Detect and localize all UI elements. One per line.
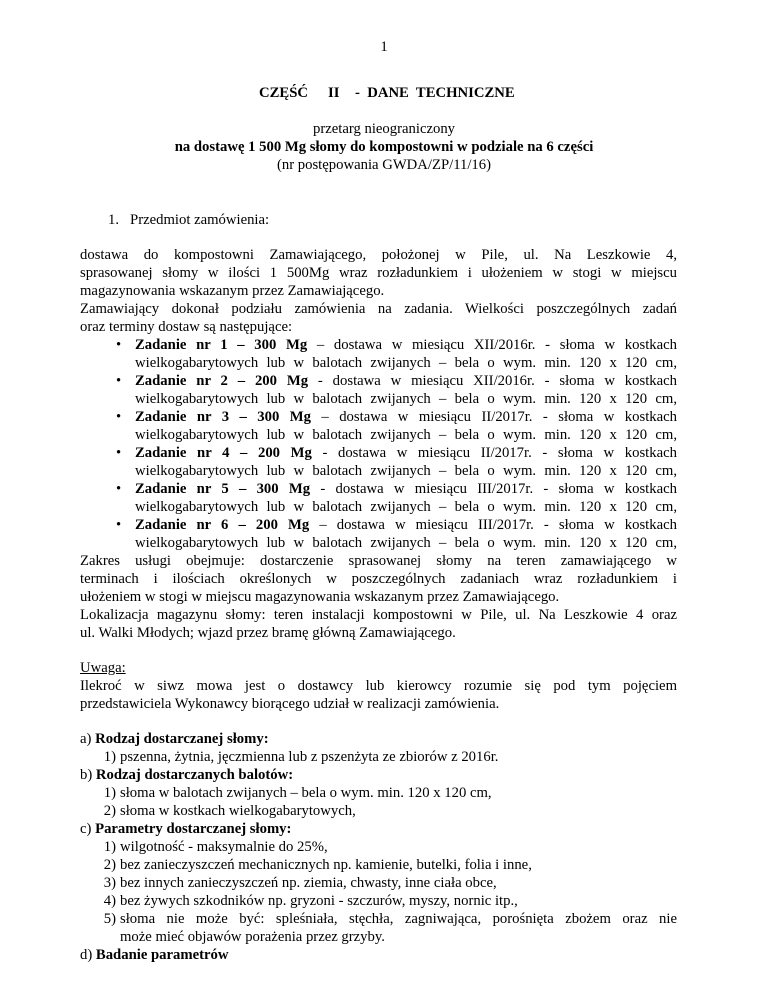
para1-line: magazynowania wskazanym przez Zamawiającego.: [80, 283, 385, 299]
list-item: bez zanieczyszczeń mechanicznych np. kamienie, butelki, folia i inne,: [120, 857, 532, 873]
note-line: przedstawiciela Wykonawcy biorącego udział w realizacji zamówienia.: [80, 696, 500, 712]
list-number: 4): [103, 893, 116, 909]
list-item: bez innych zanieczyszczeń np. ziemia, chwasty, inne ciała obce,: [120, 875, 497, 891]
para3-line: terminach i ilościach określonych w poszczególnych zadaniach wraz rozładunkiem i: [80, 571, 677, 587]
list-item: słoma w kostkach wielkogabarytowych,: [120, 803, 356, 819]
note-line: Ilekroć w siwz mowa jest o dostawcy lub kierowcy rozumie się pod tym pojęciem: [80, 678, 677, 694]
list-number: 5): [103, 911, 116, 927]
list-number: 1): [103, 749, 116, 765]
list-item: wilgotność - maksymalnie do 25%,: [120, 839, 328, 855]
title-num: II: [328, 85, 340, 101]
list-number: 1): [103, 839, 116, 855]
sub-b-heading: b) Rodzaj dostarczanych balotów:: [80, 767, 294, 783]
list-item: pszenna, żytnia, jęczmienna lub z pszenżyta ze zbiorów z 2016r.: [120, 749, 499, 765]
para3-line: Zakres usługi obejmuje: dostarczenie sprasowanej słomy na teren zamawiającego w: [80, 553, 677, 569]
list-number: 2): [103, 857, 116, 873]
bullet-icon: •: [116, 373, 122, 389]
para4-line: ul. Walki Młodych; wjazd przez bramę główną Zamawiającego.: [80, 625, 456, 641]
subject: na dostawę 1 500 Mg słomy do kompostowni w podziale na 6 części: [174, 139, 594, 155]
task-line: Zadanie nr 1 – 300 Mg – dostawa w miesiącu XII/2016r. - słoma w kostkach: [135, 337, 677, 353]
para1-line: dostawa do kompostowni Zamawiającego, położonej w Pile, ul. Na Leszkowie 4,: [80, 247, 677, 263]
task-line: Zadanie nr 4 – 200 Mg - dostawa w miesiącu II/2017r. - słoma w kostkach: [135, 445, 677, 461]
para3-line: ułożeniem w stogi w miejscu magazynowania wskazanym przez Zamawiającego.: [80, 589, 560, 605]
para2-line: oraz terminy dostaw są następujące:: [80, 319, 293, 335]
bullet-icon: •: [116, 517, 122, 533]
sub-d-heading: d) Badanie parametrów: [80, 947, 229, 963]
title-part: CZĘŚĆ: [259, 85, 308, 101]
task-line2: wielkogabarytowych lub w balotach zwijanych – bela o wym. min. 120 x 120 cm,: [135, 391, 677, 407]
title-rest: - DANE TECHNICZNE: [355, 85, 515, 101]
bullet-icon: •: [116, 481, 122, 497]
reference: (nr postępowania GWDA/ZP/11/16): [276, 157, 491, 173]
sub-a-heading: a) Rodzaj dostarczanej słomy:: [80, 731, 269, 747]
section-heading: 1. Przedmiot zamówienia:: [108, 212, 270, 228]
bullet-icon: •: [116, 337, 122, 353]
para2-line: Zamawiający dokonał podziału zamówienia na zadania. Wielkości poszczególnych zadań: [80, 301, 677, 317]
list-number: 1): [103, 785, 116, 801]
list-item: słoma nie może być: spleśniała, stęchła, zagniwająca, porośnięta zbożem oraz nie: [120, 911, 677, 927]
bullet-icon: •: [116, 445, 122, 461]
task-line2: wielkogabarytowych lub w balotach zwijanych – bela o wym. min. 120 x 120 cm,: [135, 463, 677, 479]
list-item: słoma w balotach zwijanych – bela o wym. min. 120 x 120 cm,: [120, 785, 492, 801]
task-line: Zadanie nr 6 – 200 Mg – dostawa w miesiącu III/2017r. - słoma w kostkach: [135, 517, 677, 533]
list-item: bez żywych szkodników np. gryzoni - szczurów, myszy, nornic itp.,: [120, 893, 518, 909]
para1-line: sprasowanej słomy w ilości 1 500Mg wraz rozładunkiem i ułożeniem w stogi w miejscu: [80, 265, 677, 281]
list-number: 2): [103, 803, 116, 819]
list-number: 3): [103, 875, 116, 891]
task-line: Zadanie nr 5 – 300 Mg - dostawa w miesiącu III/2017r. - słoma w kostkach: [135, 481, 677, 497]
task-line: Zadanie nr 2 – 200 Mg - dostawa w miesiącu XII/2016r. - słoma w kostkach: [135, 373, 677, 389]
task-line: Zadanie nr 3 – 300 Mg – dostawa w miesiącu II/2017r. - słoma w kostkach: [135, 409, 678, 425]
note-label: Uwaga:: [80, 660, 126, 676]
para4-line: Lokalizacja magazynu słomy: teren instalacji kompostowni w Pile, ul. Na Leszkowie 4 oraz: [80, 607, 677, 623]
list-item-cont: może mieć objawów porażenia przez grzyby.: [120, 929, 385, 945]
page-number: 1: [380, 39, 388, 55]
task-line2: wielkogabarytowych lub w balotach zwijanych – bela o wym. min. 120 x 120 cm,: [135, 355, 677, 371]
task-line2: wielkogabarytowych lub w balotach zwijanych – bela o wym. min. 120 x 120 cm,: [135, 427, 677, 443]
sub-c-heading: c) Parametry dostarczanej słomy:: [80, 821, 292, 837]
task-line2: wielkogabarytowych lub w balotach zwijanych – bela o wym. min. 120 x 120 cm,: [135, 535, 677, 551]
task-line2: wielkogabarytowych lub w balotach zwijanych – bela o wym. min. 120 x 120 cm,: [135, 499, 677, 515]
subtitle: przetarg nieograniczony: [312, 121, 456, 137]
bullet-icon: •: [116, 409, 122, 425]
